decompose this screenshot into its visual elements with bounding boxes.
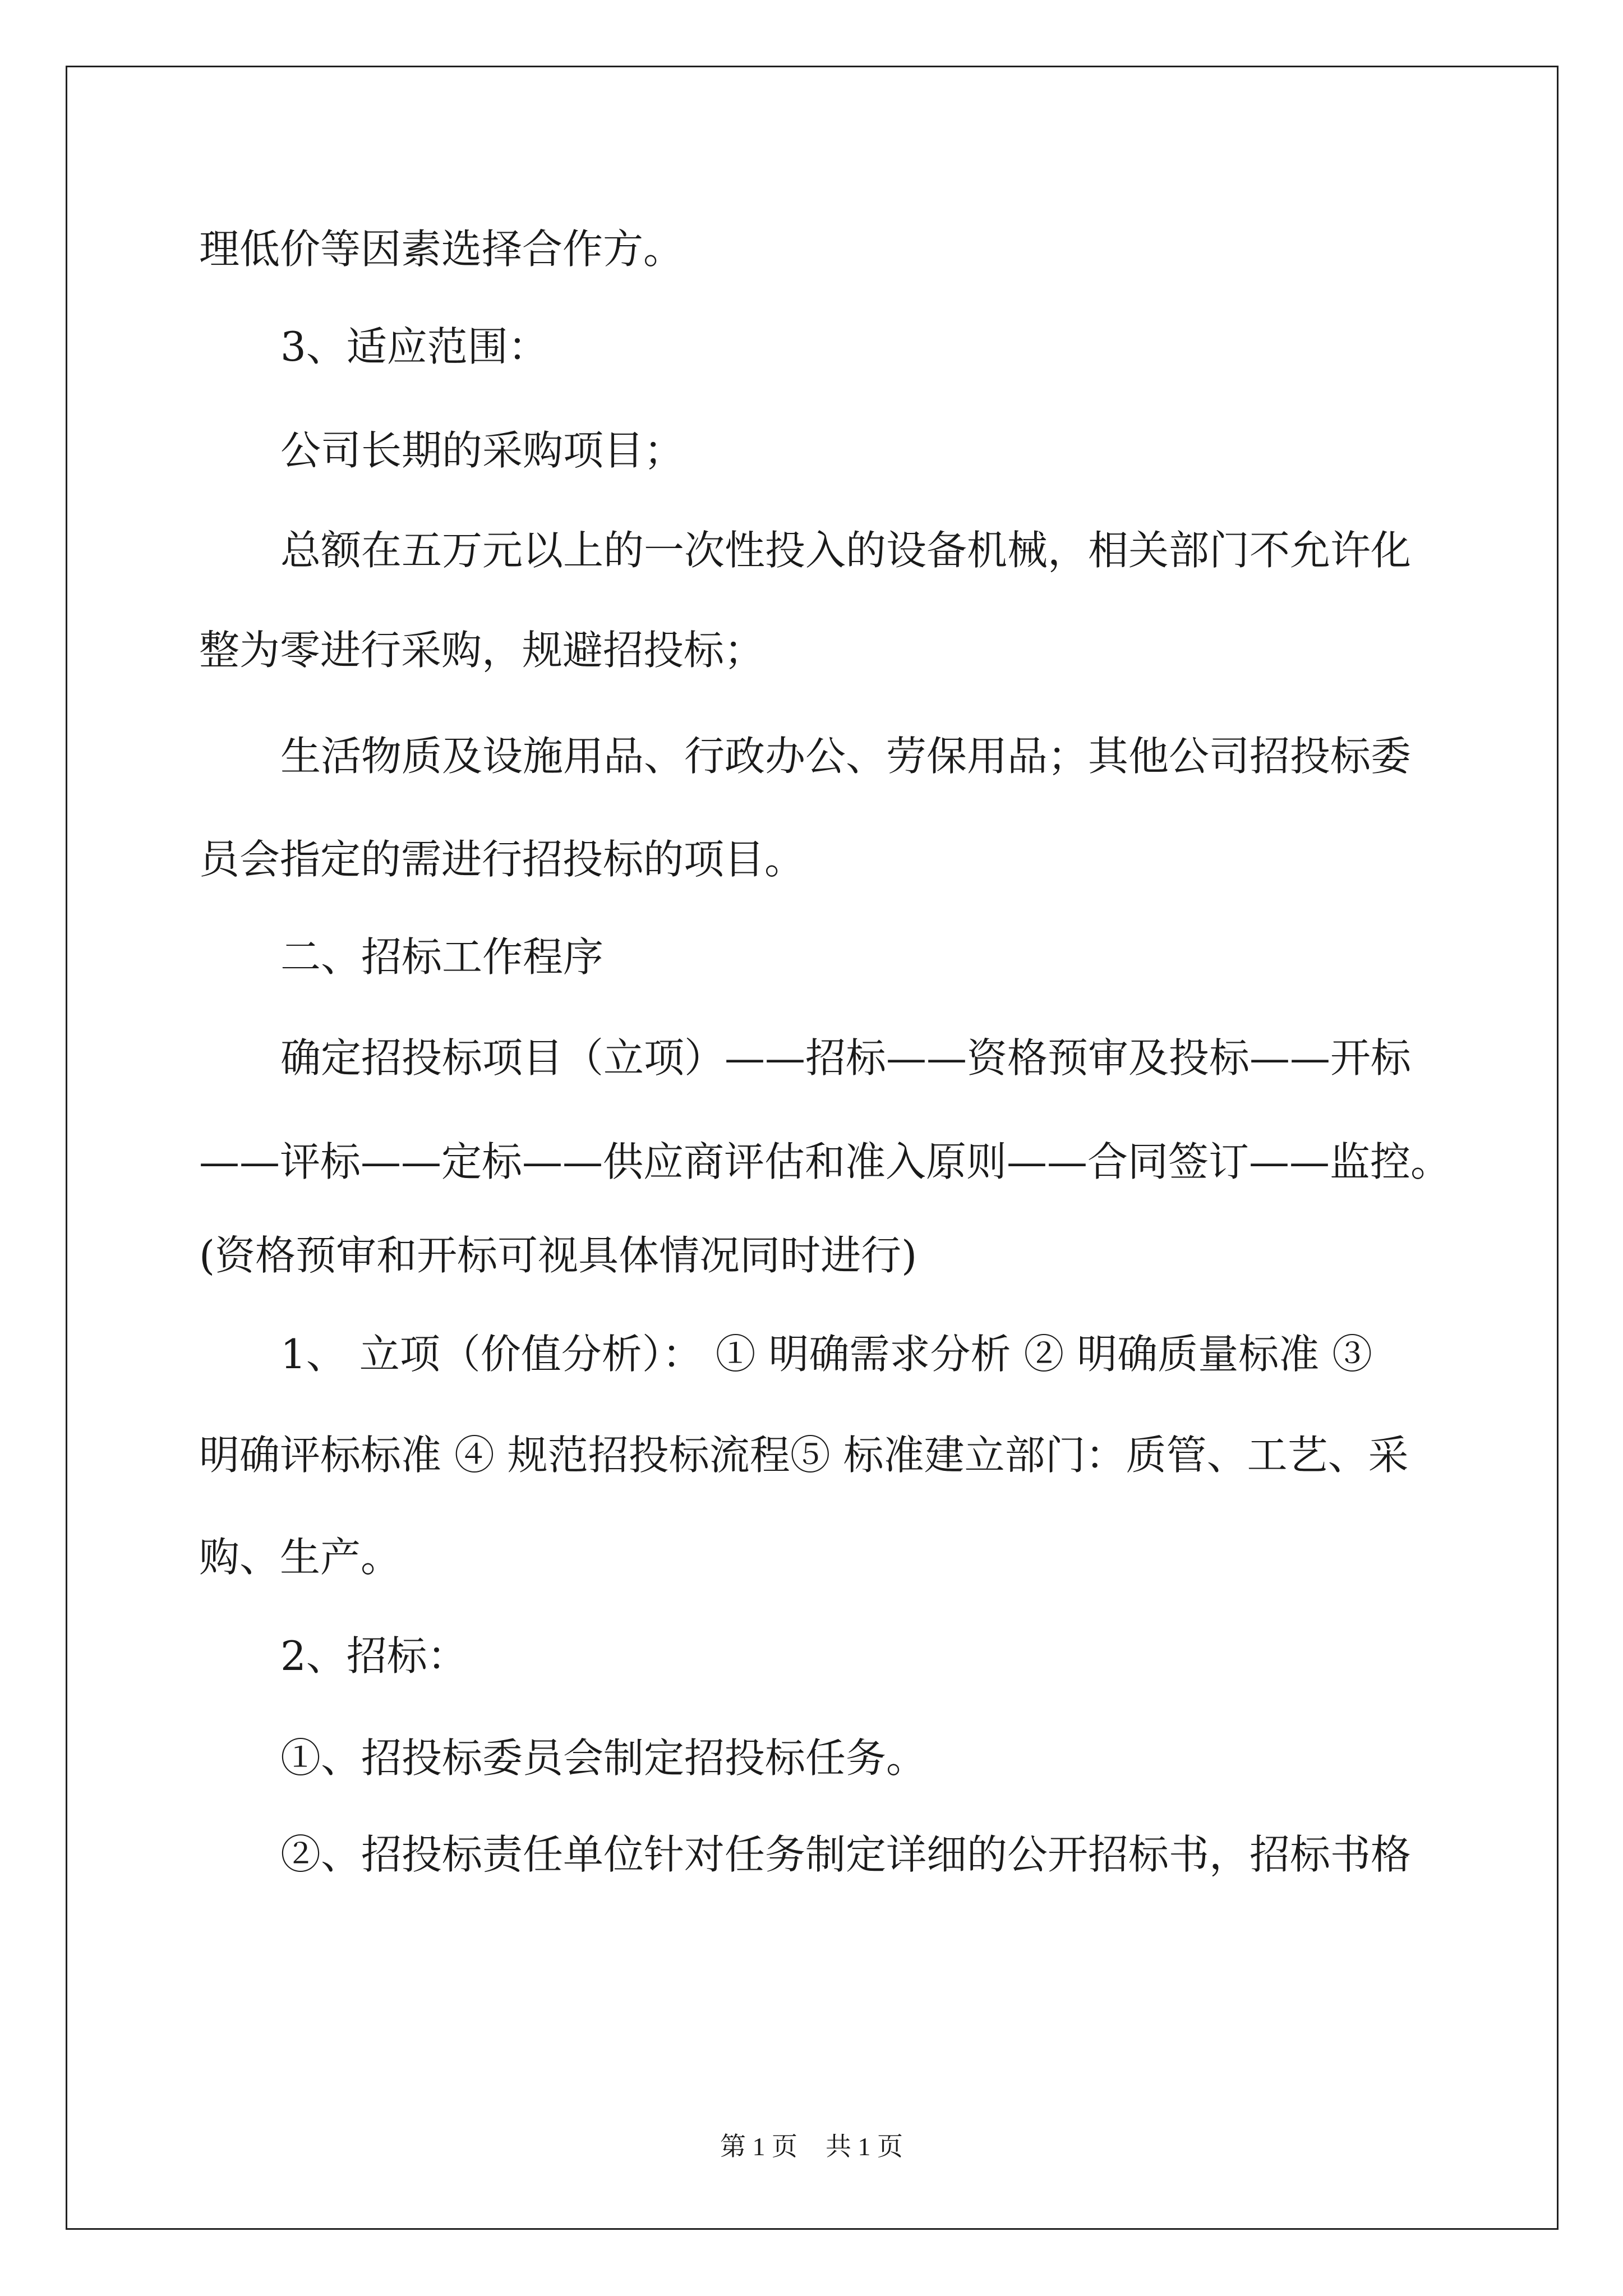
text-line: 购、生产。	[199, 1534, 402, 1581]
text-line: ②、招投标责任单位针对任务制定详细的公开招标书，招标书格	[280, 1831, 1412, 1878]
text-line: 整为零进行采购，规避招投标；	[199, 627, 765, 674]
page-footer	[0, 2126, 1623, 2163]
text-line: (资格预审和开标可视具体情况同时进行)	[199, 1232, 917, 1279]
page-total: 共 1 页	[826, 2132, 903, 2161]
text-line: 员会指定的需进行招投标的项目。	[199, 836, 805, 883]
text-line: 确定招投标项目（立项）——招标——资格预审及投标——开标	[280, 1034, 1412, 1082]
text-line: ①、招投标委员会制定招投标任务。	[280, 1734, 927, 1782]
text-line: 公司长期的采购项目；	[280, 427, 685, 474]
text-line: 1、 立项（价值分析）： ① 明确需求分析 ② 明确质量标准 ③	[280, 1331, 1373, 1378]
text-line: 明确评标标准 ④ 规范招投标流程⑤ 标准建立部门：质管、工艺、采	[199, 1432, 1409, 1479]
section-heading: 二、招标工作程序	[280, 933, 604, 981]
page-number: 第 1 页	[720, 2132, 797, 2161]
text-line: 生活物质及设施用品、行政办公、劳保用品；其他公司招投标委	[280, 733, 1412, 780]
section-heading: 3、适应范围：	[280, 323, 548, 370]
text-line: 总额在五万元以上的一次性投入的设备机械，相关部门不允许化	[280, 527, 1412, 574]
text-line: 理低价等因素选择合作方。	[199, 226, 684, 273]
text-line: ——评标——定标——供应商评估和准入原则——合同签订——监控。	[199, 1138, 1451, 1185]
section-heading: 2、招标：	[280, 1632, 468, 1680]
